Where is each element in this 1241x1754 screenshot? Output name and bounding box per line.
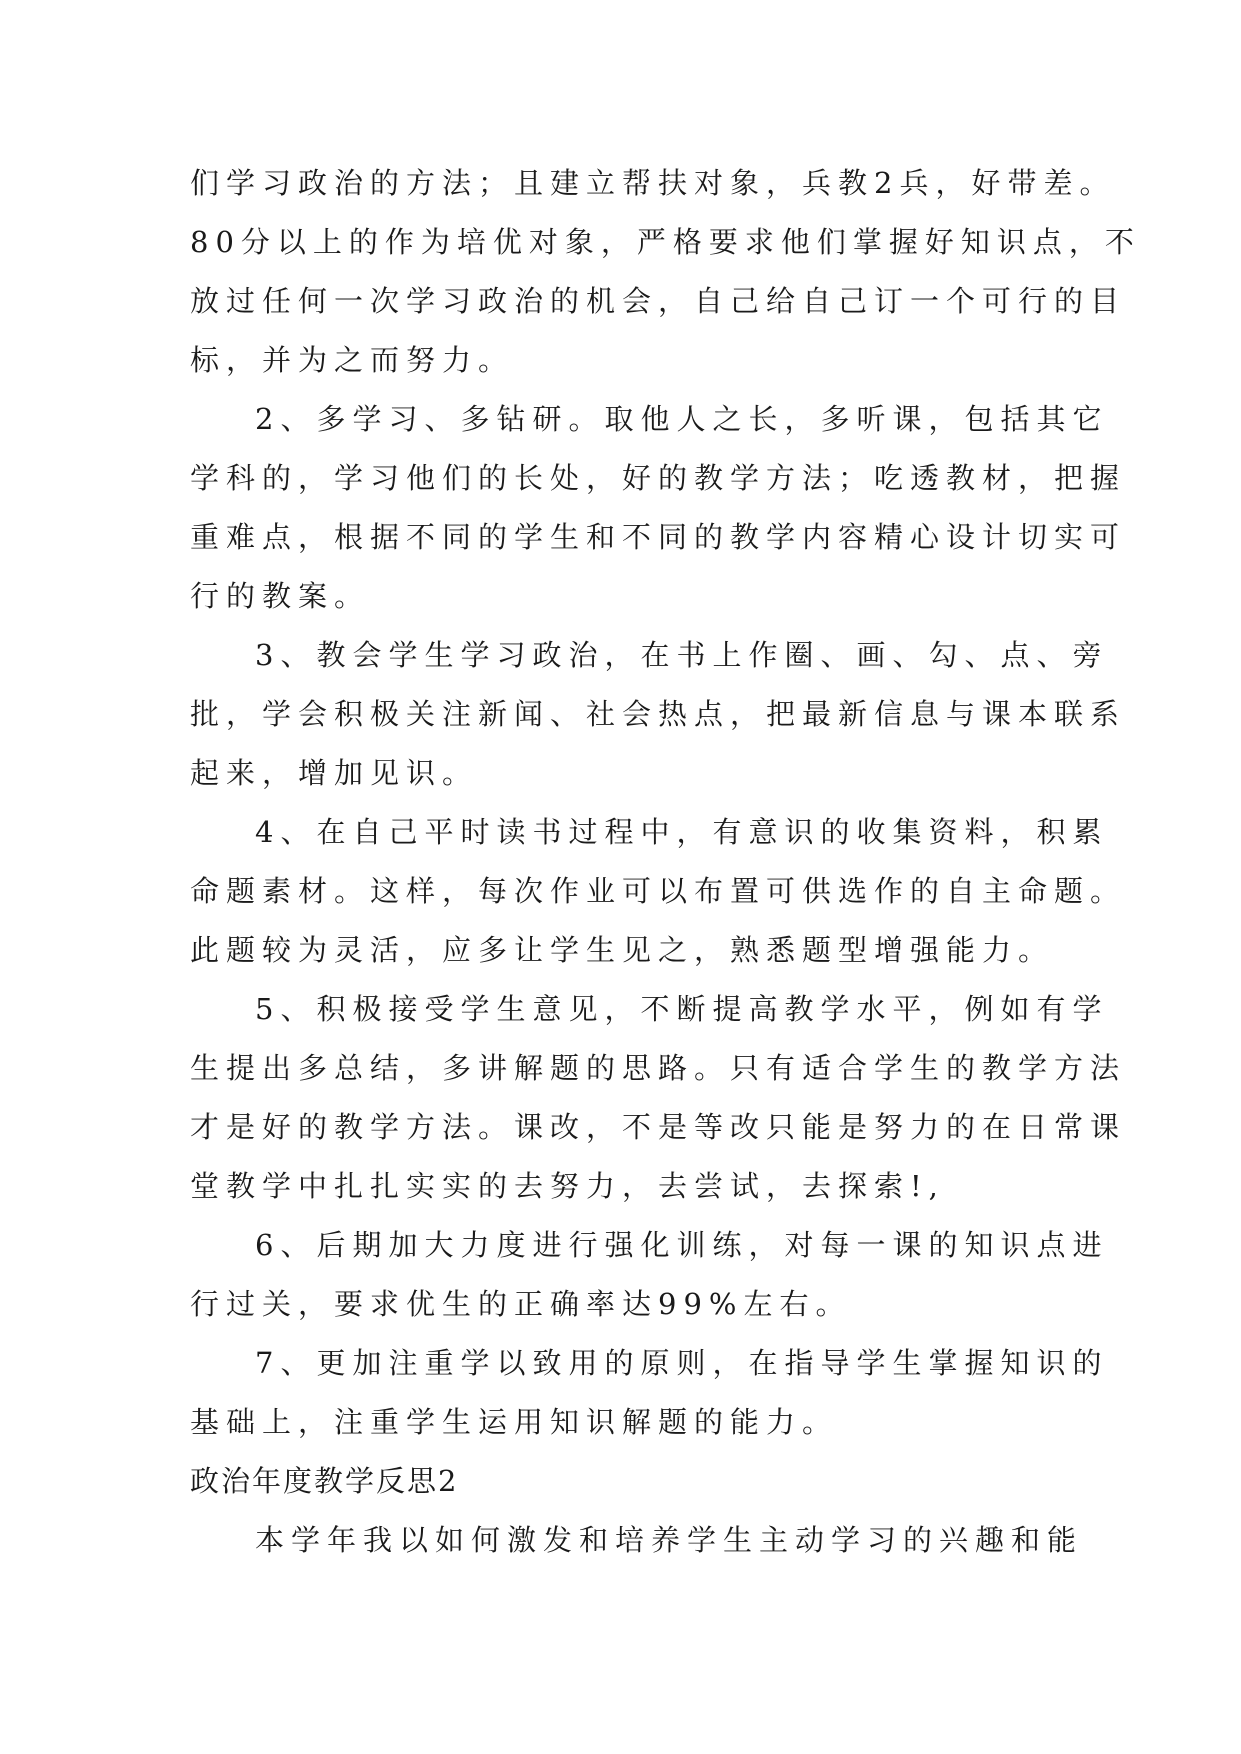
text-line: 基础上，注重学生运用知识解题的能力。	[190, 1405, 839, 1439]
text-line: 此题较为灵活，应多让学生见之，熟悉题型增强能力。	[190, 933, 1055, 967]
text-line: 堂教学中扎扎实实的去努力，去尝试，去探索!,	[190, 1169, 945, 1203]
text-line: 放过任何一次学习政治的机会，自己给自己订一个可行的目	[190, 284, 1127, 318]
paragraph-start-line: 6、后期加大力度进行强化训练，对每一课的知识点进	[255, 1228, 1109, 1262]
text-line: 行过关，要求优生的正确率达99%左右。	[190, 1287, 852, 1321]
text-line: 重难点，根据不同的学生和不同的教学内容精心设计切实可	[190, 520, 1127, 554]
text-line: 命题素材。这样，每次作业可以布置可供选作的自主命题。	[190, 874, 1127, 908]
paragraph-start-line: 本学年我以如何激发和培养学生主动学习的兴趣和能	[255, 1523, 1084, 1557]
text-line: 行的教案。	[190, 579, 371, 613]
text-line: 们学习政治的方法；且建立帮扶对象，兵教2兵，好带差。	[190, 166, 1116, 200]
text-line: 80分以上的作为培优对象，严格要求他们掌握好知识点，不	[190, 225, 1141, 259]
text-line: 起来，增加见识。	[190, 756, 479, 790]
text-line: 才是好的教学方法。课改，不是等改只能是努力的在日常课	[190, 1110, 1127, 1144]
section-heading: 政治年度教学反思2	[190, 1464, 459, 1498]
paragraph-start-line: 7、更加注重学以致用的原则，在指导学生掌握知识的	[255, 1346, 1109, 1380]
paragraph-start-line: 2、多学习、多钻研。取他人之长，多听课，包括其它	[255, 402, 1109, 436]
paragraph-start-line: 4、在自己平时读书过程中，有意识的收集资料，积累	[255, 815, 1109, 849]
document-body	[190, 154, 1141, 1570]
text-line: 生提出多总结，多讲解题的思路。只有适合学生的教学方法	[190, 1051, 1127, 1085]
text-line: 学科的，学习他们的长处，好的教学方法；吃透教材，把握	[190, 461, 1127, 495]
text-line: 标，并为之而努力。	[190, 343, 515, 377]
paragraph-start-line: 3、教会学生学习政治，在书上作圈、画、勾、点、旁	[255, 638, 1109, 672]
text-line: 批，学会积极关注新闻、社会热点，把最新信息与课本联系	[190, 697, 1127, 731]
paragraph-start-line: 5、积极接受学生意见，不断提高教学水平，例如有学	[255, 992, 1109, 1026]
